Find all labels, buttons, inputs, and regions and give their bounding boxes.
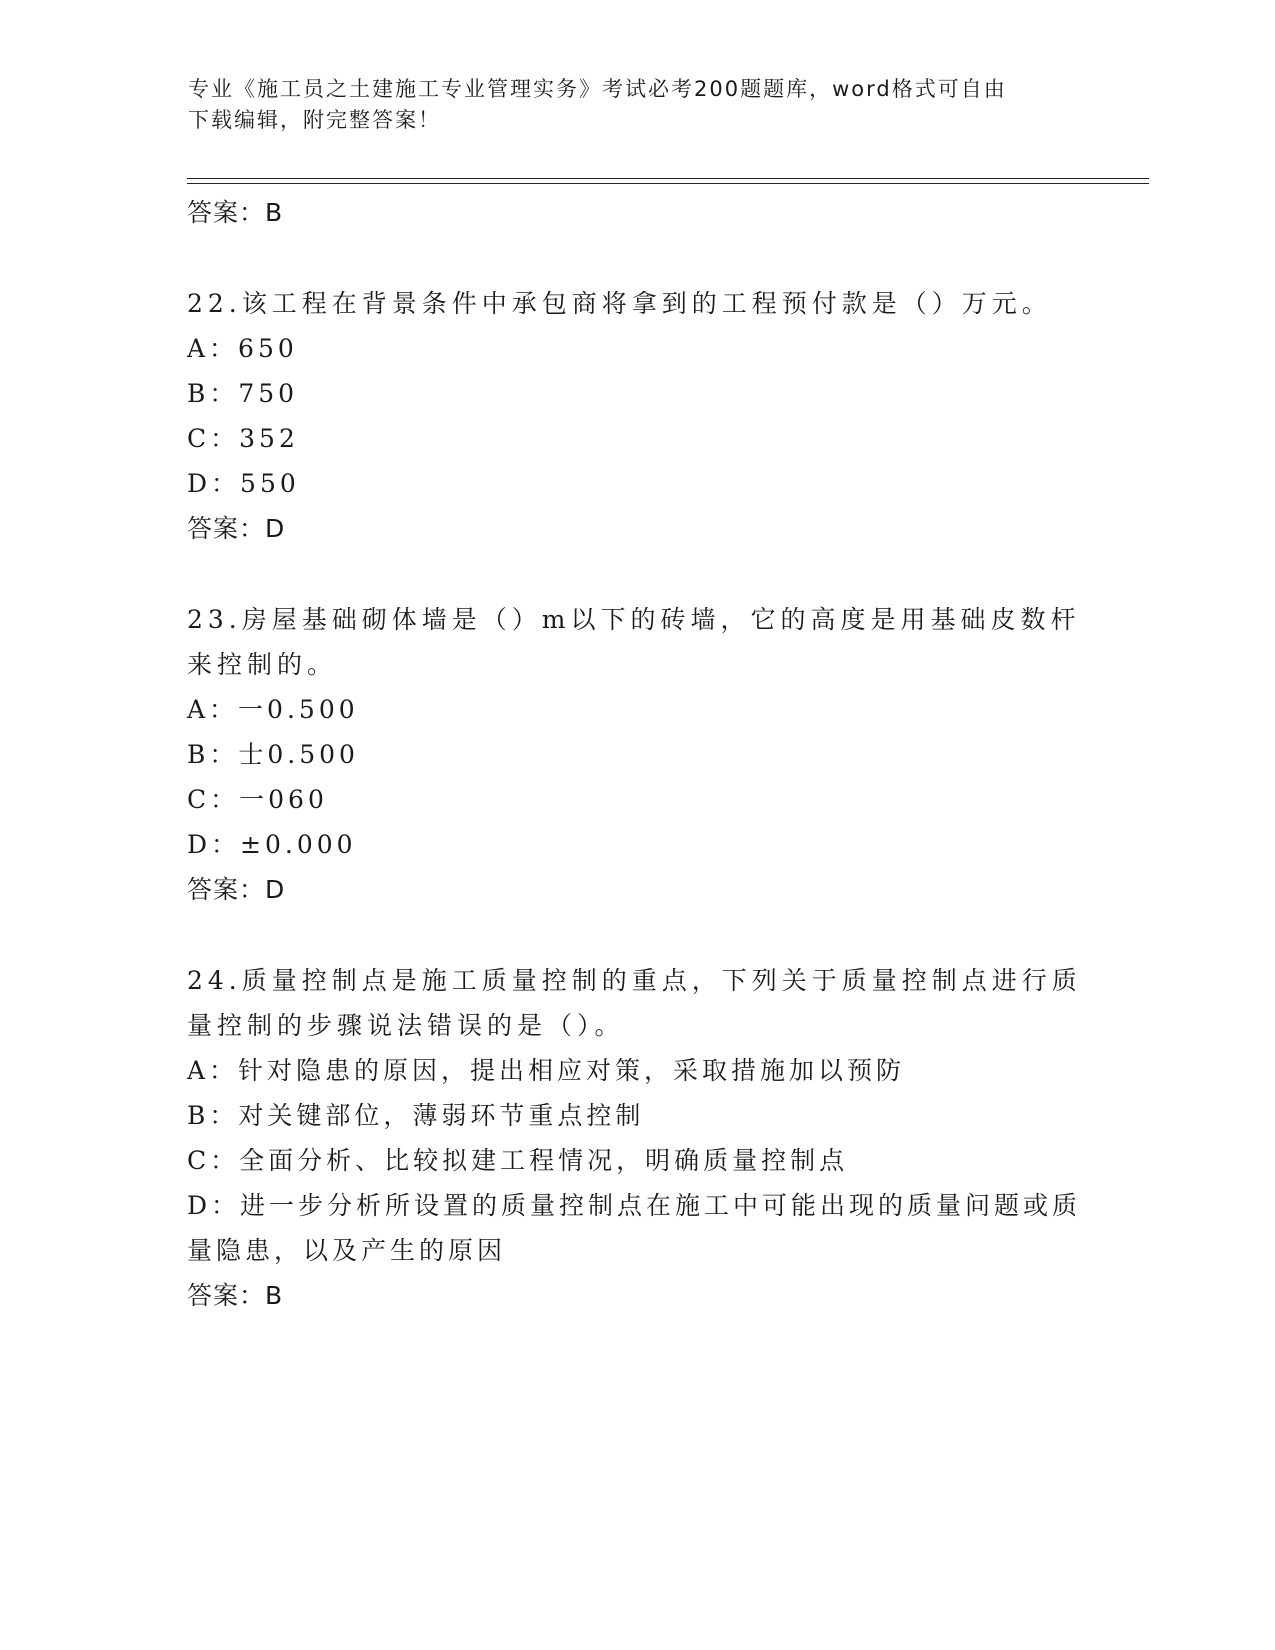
question-24 — [187, 958, 1087, 1318]
option-a: A：针对隐患的原因，提出相应对策，采取措施加以预防 — [187, 1056, 906, 1085]
question-text: 24.质量控制点是施工质量控制的重点，下列关于质量控制点进行质量控制的步骤说法错误的是（）。 — [187, 966, 1082, 1040]
question-list — [187, 190, 1087, 1318]
document-header — [188, 74, 1088, 136]
option-d: D：进一步分析所设置的质量控制点在施工中可能出现的质量问题或质量隐患，以及产生的原因 — [187, 1191, 1082, 1265]
spacer — [187, 235, 1087, 281]
question-text: 22.该工程在背景条件中承包商将拿到的工程预付款是（）万元。 — [187, 289, 1052, 318]
option-d: D：550 — [187, 469, 300, 498]
option-a: A：650 — [187, 334, 298, 363]
option-c: C：全面分析、比较拟建工程情况，明确质量控制点 — [187, 1146, 849, 1175]
question-23 — [187, 597, 1087, 912]
spacer — [187, 551, 1087, 597]
option-c: C：一060 — [187, 785, 328, 814]
answer: 答案：D — [187, 514, 286, 543]
header-divider-top — [187, 178, 1149, 179]
option-d: D：±0.000 — [187, 830, 357, 859]
answer: 答案：D — [187, 875, 286, 904]
previous-answer: 答案：B — [187, 198, 284, 227]
option-a: A：一0.500 — [187, 695, 359, 724]
question-22 — [187, 281, 1087, 551]
spacer — [187, 912, 1087, 958]
option-c: C：352 — [187, 424, 299, 453]
option-b: B：对关键部位，薄弱环节重点控制 — [187, 1101, 645, 1130]
option-b: B：士0.500 — [187, 740, 359, 769]
question-text: 23.房屋基础砌体墙是（）m以下的砖墙，它的高度是用基础皮数杆来控制的。 — [187, 605, 1081, 679]
answer: 答案：B — [187, 1281, 284, 1310]
option-b: B：750 — [187, 379, 299, 408]
header-divider-bottom — [187, 183, 1149, 184]
header-line-1: 专业《施工员之土建施工专业管理实务》考试必考200题题库，word格式可自由 — [188, 77, 1007, 101]
header-line-2: 下载编辑，附完整答案！ — [188, 108, 441, 132]
